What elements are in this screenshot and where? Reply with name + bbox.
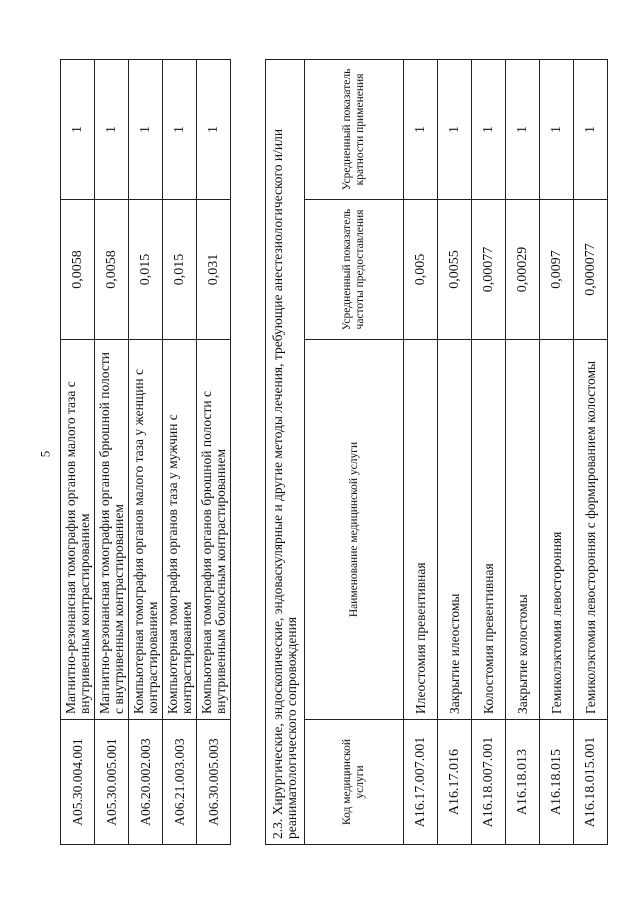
service-name: Компьютерная томография органов малого таза у женщин с контрастированием [129,340,163,720]
header-frequency: Усредненный показатель частоты предоставления [305,200,404,340]
multiplicity-value: 1 [61,60,95,200]
frequency-value: 0,005 [404,200,438,340]
table-row [438,59,472,844]
service-code: A06.30.005.003 [197,720,231,845]
service-name: Гемиколэктомия левосторонняя с формированием колостомы [574,340,608,720]
table-row [163,60,197,845]
service-code: A16.18.015.001 [574,720,608,845]
multiplicity-value: 1 [129,60,163,200]
multiplicity-value: 1 [163,60,197,200]
frequency-value: 0,031 [197,200,231,340]
service-name: Закрытие колостомы [506,340,540,720]
service-code: A06.20.002.003 [129,720,163,845]
section-title: 2.3. Хирургические, эндоскопические, эндоваскулярные и другие методы лечения, требующие анестезиологического и/или реаниматологического сопровождения [266,59,305,844]
frequency-value: 0,015 [163,200,197,340]
multiplicity-value: 1 [438,59,472,199]
frequency-value: 0,0055 [438,200,472,340]
services-table-continued [60,59,231,845]
multiplicity-value: 1 [404,59,438,199]
service-name: Магнитно-резонансная томография органов брюшной полости с внутривенным контрастированием [95,340,129,720]
frequency-value: 0,015 [129,200,163,340]
section-title-row [266,59,305,844]
service-name: Колостомия превентивная [472,340,506,720]
service-code: A05.30.005.001 [95,720,129,845]
table-row [506,59,540,844]
service-name: Магнитно-резонансная томография органов малого таза с внутривенным контрастированием [61,340,95,720]
service-code: A06.21.003.003 [163,720,197,845]
multiplicity-value: 1 [506,59,540,199]
service-code: A05.30.004.001 [61,720,95,845]
header-code: Код медицинской услуги [305,720,404,845]
service-name: Компьютерная томография органов таза у мужчин с контрастированием [163,340,197,720]
service-name: Илеостомия превентивная [404,340,438,720]
service-name: Гемиколэктомия левосторонняя [540,340,574,720]
frequency-value: 0,0058 [61,200,95,340]
frequency-value: 0,00029 [506,200,540,340]
page-number: 5 [37,450,53,458]
service-code: A16.17.007.001 [404,720,438,845]
service-name: Компьютерная томография органов брюшной полости с внутривенным болюсным контрастированием [197,340,231,720]
service-code: A16.18.007.001 [472,720,506,845]
header-multiplicity: Усредненный показатель кратности применения [305,59,404,199]
frequency-value: 0,0058 [95,200,129,340]
table-row [540,59,574,844]
multiplicity-value: 1 [574,59,608,199]
service-name: Закрытие илеостомы [438,340,472,720]
surgical-services-table [265,59,608,845]
frequency-value: 0,0097 [540,200,574,340]
rotated-page-content [60,60,598,845]
service-code: A16.18.013 [506,720,540,845]
table-row [197,60,231,845]
multiplicity-value: 1 [197,60,231,200]
header-row [305,59,404,844]
frequency-value: 0,00077 [472,200,506,340]
multiplicity-value: 1 [540,59,574,199]
service-code: A16.17.016 [438,720,472,845]
frequency-value: 0,000077 [574,200,608,340]
table-row [61,60,95,845]
table-row [129,60,163,845]
table-row [472,59,506,844]
multiplicity-value: 1 [472,59,506,199]
service-code: A16.18.015 [540,720,574,845]
header-name: Наименование медицинской услуги [305,340,404,720]
multiplicity-value: 1 [95,60,129,200]
table-row [404,59,438,844]
table-row [95,60,129,845]
table-row [574,59,608,844]
